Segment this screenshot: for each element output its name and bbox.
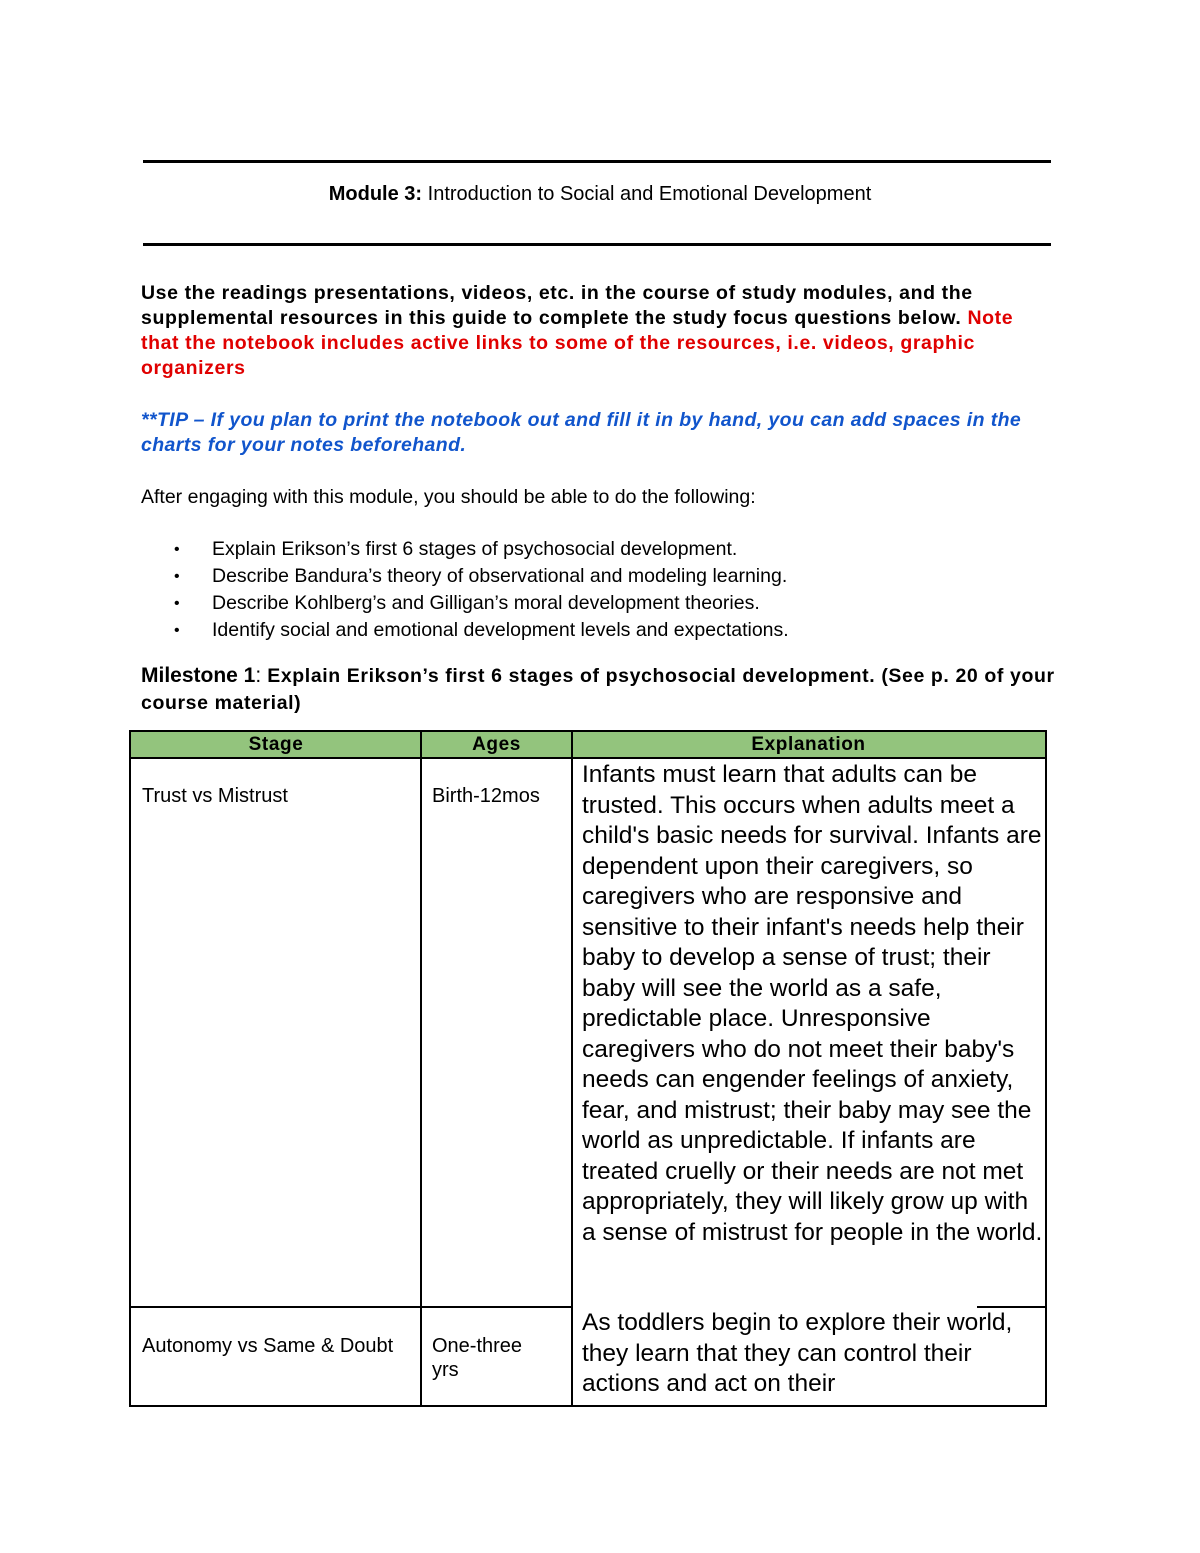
bullet-icon: • — [174, 541, 180, 558]
table-row-2-stage: Autonomy vs Same & Doubt — [142, 1335, 394, 1357]
list-item: • Explain Erikson’s first 6 stages of psychosocial development. — [141, 536, 789, 563]
objectives-list — [141, 536, 789, 644]
milestone-colon: : — [255, 664, 262, 687]
column-divider — [420, 732, 422, 1405]
milestone-text: Explain Erikson’s first 6 stages of psychosocial development. (See p. 20 of your course material) — [141, 665, 1055, 714]
list-item: • Describe Kohlberg’s and Gilligan’s moral development theories. — [141, 590, 789, 617]
second-rule — [143, 243, 1051, 246]
table-row-1-explanation: Infants must learn that adults can be trusted. This occurs when adults meet a child's basic needs for survival. Infants are dependent upon their caregivers, so caregivers who are responsive and sensitive to their infant's needs help their baby to develop a sense of trust; their baby will see the world as a safe, predictable place. Unresponsive caregivers who do not meet their baby's needs can engender feelings of anxiety, fear, and mistrust; their baby may see the world as unpredictable. If infants are treated cruelly or their needs are not met appropriately, they will likely grow up with a sense of mistrust for people in the world. — [582, 761, 1043, 1246]
table-header-ages: Ages — [421, 732, 572, 758]
module-name: Introduction to Social and Emotional Development — [422, 183, 872, 205]
table-header-stage: Stage — [131, 732, 421, 758]
list-item: • Describe Bandura’s theory of observational and modeling learning. — [141, 563, 789, 590]
intro-text: Use the readings presentations, videos, etc. in the course of study modules, and the supplemental resources in this guide to complete the study focus questions below. — [141, 282, 973, 329]
table-row-2-explanation: As toddlers begin to explore their world, they learn that they can control their actions and act on their — [582, 1309, 1013, 1397]
intro-note: Note that the notebook includes active links to some of the resources, i.e. videos, graphic organizers — [141, 307, 1014, 379]
module-label: Module 3: — [328, 183, 423, 205]
module-title — [0, 183, 1200, 206]
milestone-heading — [141, 662, 1056, 717]
table-row-1-ages: Birth-12mos — [432, 785, 540, 807]
bullet-icon: • — [174, 622, 180, 639]
table-header-explanation: Explanation — [572, 732, 1045, 758]
top-rule — [143, 160, 1051, 163]
bullet-icon: • — [174, 568, 180, 585]
stages-table — [129, 730, 1047, 1407]
row-divider — [131, 1306, 571, 1308]
table-row-2-ages: One-three yrs — [432, 1335, 523, 1381]
column-divider — [571, 732, 573, 1405]
objectives-intro: After engaging with this module, you should be able to do the following: — [141, 486, 756, 508]
bullet-icon: • — [174, 595, 180, 612]
tip-paragraph: **TIP – If you plan to print the notebook out and fill it in by hand, you can add spaces in the charts for your notes beforehand. — [141, 409, 1022, 456]
milestone-lead: Milestone 1 — [141, 664, 256, 687]
header-divider — [131, 757, 1047, 759]
intro-paragraph — [141, 281, 1053, 381]
list-item: • Identify social and emotional development levels and expectations. — [141, 617, 789, 644]
table-row-1-stage: Trust vs Mistrust — [142, 785, 288, 807]
